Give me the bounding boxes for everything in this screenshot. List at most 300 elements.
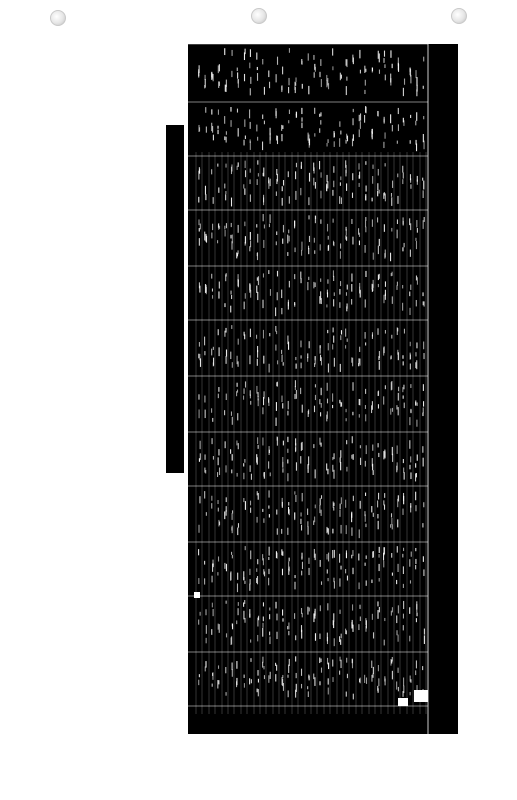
table-cell-text [352, 118, 353, 125]
table-cell-text [238, 225, 239, 233]
table-cell-text [236, 678, 237, 685]
table-cell-text [320, 219, 321, 223]
table-cell-text [283, 180, 284, 186]
table-cell-text [213, 197, 214, 204]
table-cell-text [243, 140, 244, 146]
table-cell-text [308, 197, 309, 205]
table-cell-text [415, 670, 416, 675]
table-cell-text [392, 573, 393, 576]
table-cell-text [392, 408, 393, 412]
table-cell-text [295, 635, 296, 640]
table-cell-text [358, 163, 359, 169]
table-cell-text [346, 140, 347, 144]
table-cell-text [333, 336, 334, 343]
table-cell-text [341, 197, 342, 204]
table-cell-text [410, 456, 411, 462]
table-cell-text [199, 496, 200, 503]
table-cell-text [423, 342, 424, 350]
table-cell-text [282, 675, 283, 678]
table-cell-text [351, 455, 352, 459]
table-cell-text [334, 358, 335, 367]
table-cell-text [218, 109, 219, 114]
table-cell-text [328, 139, 329, 143]
table-cell-text [236, 391, 237, 396]
table-cell-text [371, 405, 372, 413]
table-cell-text [288, 401, 289, 409]
table-cell-text [276, 74, 277, 82]
table-cell-text [257, 73, 258, 81]
table-cell-text [328, 578, 329, 581]
table-cell-text [281, 86, 282, 92]
table-cell-text [365, 626, 366, 632]
table-cell-text [403, 548, 404, 551]
table-cell-text [409, 636, 410, 642]
punch-hole-center [251, 8, 267, 24]
table-cell-text [328, 343, 329, 350]
table-cell-text [295, 690, 296, 698]
table-cell-text [340, 450, 341, 458]
table-cell-text [300, 519, 301, 524]
table-cell-text [212, 295, 213, 299]
table-cell-text [352, 625, 353, 632]
table-cell-text [250, 179, 251, 184]
table-cell-text [352, 139, 353, 147]
table-cell-text [415, 70, 416, 78]
table-cell-text [328, 688, 329, 695]
table-cell-text [236, 661, 237, 669]
table-cell-text [276, 402, 277, 411]
table-cell-text [249, 609, 250, 618]
table-cell-text [283, 225, 284, 232]
table-cell-text [199, 127, 200, 131]
table-cell-text [327, 658, 328, 664]
table-cell-text [332, 393, 333, 401]
table-cell-text [416, 473, 417, 477]
table-cell-text [351, 284, 352, 292]
table-cell-text [365, 161, 366, 165]
table-cell-text [219, 347, 220, 356]
table-cell-text [300, 341, 301, 348]
table-cell-text [409, 440, 410, 449]
table-cell-text [346, 418, 347, 421]
table-cell-text [378, 356, 379, 360]
table-cell-text [410, 580, 411, 583]
table-cell-text [224, 511, 225, 519]
table-cell-text [410, 363, 411, 369]
table-cell-text [339, 289, 340, 295]
table-cell-text [366, 580, 367, 585]
table-cell-text [302, 562, 303, 569]
table-cell-text [321, 403, 322, 408]
table-cell-text [231, 164, 232, 171]
table-cell-text [275, 602, 276, 609]
table-cell-text [340, 566, 341, 570]
table-cell-text [231, 223, 232, 227]
table-cell-text [320, 120, 321, 124]
table-cell-text [352, 237, 353, 245]
table-cell-text [263, 666, 264, 669]
table-cell-text [205, 666, 206, 671]
table-cell-text [281, 350, 282, 354]
table-cell-text [295, 191, 296, 200]
table-cell-text [339, 138, 340, 147]
table-cell-text [372, 674, 373, 678]
table-cell-text [257, 618, 258, 627]
table-cell-text [345, 160, 346, 167]
table-cell-text [352, 412, 353, 415]
table-cell-text [237, 473, 238, 477]
table-cell-text [340, 251, 341, 259]
table-cell-text [277, 271, 278, 277]
table-cell-text [238, 602, 239, 606]
table-cell-text [258, 679, 259, 683]
table-cell-text [360, 501, 361, 509]
table-cell-text [301, 250, 302, 256]
table-cell-text [351, 273, 352, 281]
table-cell-text [213, 358, 214, 366]
table-cell-text [308, 568, 309, 575]
table-cell-text [205, 410, 206, 418]
table-cell-text [315, 384, 316, 387]
table-cell-text [294, 274, 295, 279]
table-cell-text [332, 405, 333, 408]
table-cell-text [226, 564, 227, 571]
table-cell-text [409, 607, 410, 614]
table-cell-text [294, 303, 295, 306]
table-cell-text [238, 443, 239, 449]
table-cell-text [340, 176, 341, 180]
table-cell-text [398, 352, 399, 360]
table-cell-text [379, 190, 380, 194]
table-cell-text [283, 683, 284, 691]
table-cell-text [205, 75, 206, 80]
table-cell-text [282, 186, 283, 191]
table-cell-text [307, 686, 308, 689]
table-cell-text [327, 469, 328, 474]
table-cell-text [347, 136, 348, 142]
table-cell-text [250, 122, 251, 129]
table-cell-text [327, 143, 328, 147]
table-cell-text [262, 114, 263, 118]
table-cell-text [346, 525, 347, 534]
table-cell-text [226, 601, 227, 604]
table-cell-text [423, 458, 424, 467]
side-note-block [166, 125, 184, 473]
table-cell-text [384, 117, 385, 124]
table-cell-text [333, 299, 334, 306]
table-cell-text [392, 524, 393, 529]
table-cell-text [390, 524, 391, 527]
table-cell-text [391, 355, 392, 359]
table-cell-text [300, 388, 301, 394]
table-cell-text [199, 238, 200, 246]
table-cell-text [424, 217, 425, 222]
table-cell-text [245, 501, 246, 510]
table-cell-text [308, 409, 309, 414]
table-cell-text [340, 657, 341, 662]
table-cell-text [320, 412, 321, 416]
table-cell-text [417, 277, 418, 284]
table-cell-text [423, 57, 424, 62]
table-cell-text [288, 87, 289, 93]
table-cell-text [397, 282, 398, 286]
table-cell-text [263, 602, 264, 606]
table-cell-text [415, 362, 416, 368]
table-cell-text [423, 301, 424, 305]
table-cell-text [385, 193, 386, 201]
table-cell-text [379, 554, 380, 558]
table-cell-text [294, 394, 295, 399]
table-cell-text [397, 328, 398, 331]
table-cell-text [244, 119, 245, 126]
table-cell-text [377, 601, 378, 606]
table-cell-text [365, 227, 366, 233]
table-cell-text [397, 196, 398, 204]
table-cell-text [392, 181, 393, 188]
table-cell-text [238, 162, 239, 166]
table-cell-text [277, 436, 278, 440]
table-cell-text [262, 657, 263, 663]
table-cell-text [300, 188, 301, 195]
table-cell-text [359, 241, 360, 246]
table-cell-text [416, 140, 417, 145]
table-cell-text [327, 383, 328, 391]
table-cell-text [364, 66, 365, 73]
table-cell-text [287, 473, 288, 481]
table-cell-text [212, 672, 213, 680]
table-cell-text [314, 238, 315, 243]
table-cell-text [219, 282, 220, 289]
table-cell-text [383, 561, 384, 568]
table-cell-text [373, 667, 374, 674]
table-cell-text [397, 445, 398, 453]
table-cell-text [416, 613, 417, 617]
table-cell-text [377, 328, 378, 335]
table-cell-text [217, 572, 218, 575]
table-cell-text [217, 500, 218, 504]
table-cell-text [245, 381, 246, 387]
table-cell-text [378, 521, 379, 529]
table-cell-text [263, 240, 264, 248]
table-cell-text [378, 678, 379, 686]
table-cell-text [371, 580, 372, 583]
table-cell-text [276, 331, 277, 334]
table-cell-text [289, 236, 290, 242]
table-cell-text [320, 244, 321, 250]
table-cell-text [366, 555, 367, 558]
table-cell-text [332, 660, 333, 667]
table-cell-text [352, 193, 353, 198]
table-cell-text [410, 174, 411, 180]
table-cell-text [244, 618, 245, 623]
table-cell-text [403, 221, 404, 226]
table-cell-text [416, 420, 417, 427]
table-cell-text [403, 88, 404, 96]
table-cell-text [378, 246, 379, 254]
table-cell-text [231, 71, 232, 77]
table-cell-text [396, 681, 397, 689]
table-cell-text [327, 411, 328, 418]
table-cell-text [327, 292, 328, 297]
table-cell-text [244, 74, 245, 81]
table-cell-text [289, 48, 290, 53]
table-cell-text [320, 560, 321, 567]
table-cell-text [213, 609, 214, 616]
table-cell-text [422, 178, 423, 181]
table-cell-text [282, 468, 283, 472]
table-cell-text [333, 578, 334, 582]
table-cell-text [409, 292, 410, 297]
table-cell-text [282, 569, 283, 576]
table-cell-text [289, 659, 290, 666]
table-cell-text [360, 617, 361, 622]
table-cell-text [245, 49, 246, 54]
table-cell-text [340, 639, 341, 645]
table-cell-text [282, 198, 283, 206]
table-cell-text [226, 394, 227, 400]
table-cell-text [410, 506, 411, 513]
table-cell-text [249, 355, 250, 364]
table-cell-text [230, 291, 231, 295]
table-cell-text [282, 551, 283, 555]
table-cell-text [410, 140, 411, 144]
table-cell-text [231, 469, 232, 473]
table-cell-text [257, 292, 258, 300]
table-cell-text [231, 325, 232, 329]
table-cell-text [257, 635, 258, 641]
table-cell-text [206, 638, 207, 643]
table-cell-text [351, 219, 352, 224]
table-cell-text [328, 553, 329, 562]
table-cell-text [226, 223, 227, 228]
table-cell-text [218, 457, 219, 465]
table-cell-text [270, 214, 271, 223]
table-cell-text [217, 680, 218, 688]
table-cell-text [415, 463, 416, 467]
table-cell-text [360, 70, 361, 74]
table-cell-text [341, 75, 342, 79]
table-cell-text [258, 396, 259, 401]
table-cell-text [372, 219, 373, 226]
table-cell-text [379, 564, 380, 571]
table-cell-text [409, 465, 410, 469]
table-cell-text [320, 605, 321, 611]
table-cell-text [225, 230, 226, 237]
table-cell-text [332, 529, 333, 534]
data-table-graphic [188, 44, 458, 734]
table-cell-text [218, 224, 219, 228]
table-highlight-cell [194, 592, 200, 598]
table-cell-text [340, 504, 341, 510]
table-cell-text [415, 492, 416, 501]
table-cell-text [391, 193, 392, 197]
table-cell-text [250, 639, 251, 642]
table-cell-text [256, 578, 257, 583]
table-cell-text [270, 289, 271, 296]
table-cell-text [397, 546, 398, 552]
table-cell-text [359, 529, 360, 538]
table-cell-text [225, 274, 226, 281]
table-cell-text [402, 166, 403, 173]
table-cell-text [390, 114, 391, 123]
table-cell-text [295, 248, 296, 253]
table-cell-text [308, 86, 309, 94]
table-cell-text [346, 183, 347, 190]
table-cell-text [321, 79, 322, 87]
table-cell-text [237, 356, 238, 364]
table-cell-text [243, 184, 244, 188]
table-cell-text [296, 390, 297, 399]
table-cell-text [231, 198, 232, 207]
table-cell-text [238, 250, 239, 254]
table-cell-text [390, 253, 391, 262]
table-cell-text [366, 678, 367, 684]
table-cell-text [226, 131, 227, 135]
table-cell-text [403, 678, 404, 687]
table-cell-text [224, 563, 225, 569]
table-cell-text [243, 388, 244, 394]
table-cell-text [385, 163, 386, 166]
table-cell-text [315, 67, 316, 72]
table-cell-text [339, 554, 340, 563]
table-cell-text [211, 233, 212, 239]
table-cell-text [263, 214, 264, 221]
table-cell-text [402, 285, 403, 288]
table-cell-text [385, 290, 386, 296]
table-cell-text [334, 141, 335, 147]
table-cell-text [205, 194, 206, 200]
table-cell-text [409, 417, 410, 425]
table-cell-text [352, 436, 353, 443]
table-cell-text [302, 84, 303, 89]
table-cell-text [288, 622, 289, 629]
table-cell-text [372, 176, 373, 184]
data-table [188, 44, 458, 734]
table-cell-text [257, 689, 258, 693]
table-cell-text [415, 238, 416, 241]
table-cell-text [281, 308, 282, 314]
table-cell-text [398, 57, 399, 65]
table-cell-text [276, 111, 277, 118]
table-cell-text [236, 441, 237, 446]
table-cell-text [321, 668, 322, 673]
table-cell-text [403, 566, 404, 574]
table-cell-text [384, 64, 385, 68]
table-cell-text [320, 59, 321, 66]
table-cell-text [294, 582, 295, 590]
table-cell-text [295, 380, 296, 387]
table-cell-text [409, 218, 410, 225]
table-cell-text [249, 584, 250, 591]
table-cell-text [250, 501, 251, 506]
table-cell-text [423, 181, 424, 190]
table-cell-text [244, 459, 245, 463]
table-cell-text [385, 330, 386, 334]
table-cell-text [417, 454, 418, 460]
table-cell-text [346, 292, 347, 296]
table-cell-text [359, 414, 360, 417]
table-cell-text [332, 550, 333, 558]
table-cell-text [263, 195, 264, 203]
table-cell-text [282, 618, 283, 621]
table-cell-text [264, 224, 265, 228]
table-cell-text [199, 282, 200, 288]
table-cell-text [276, 191, 277, 195]
table-cell-text [339, 578, 340, 586]
table-cell-text [383, 295, 384, 303]
table-cell-text [230, 571, 231, 580]
table-cell-text [402, 303, 403, 311]
